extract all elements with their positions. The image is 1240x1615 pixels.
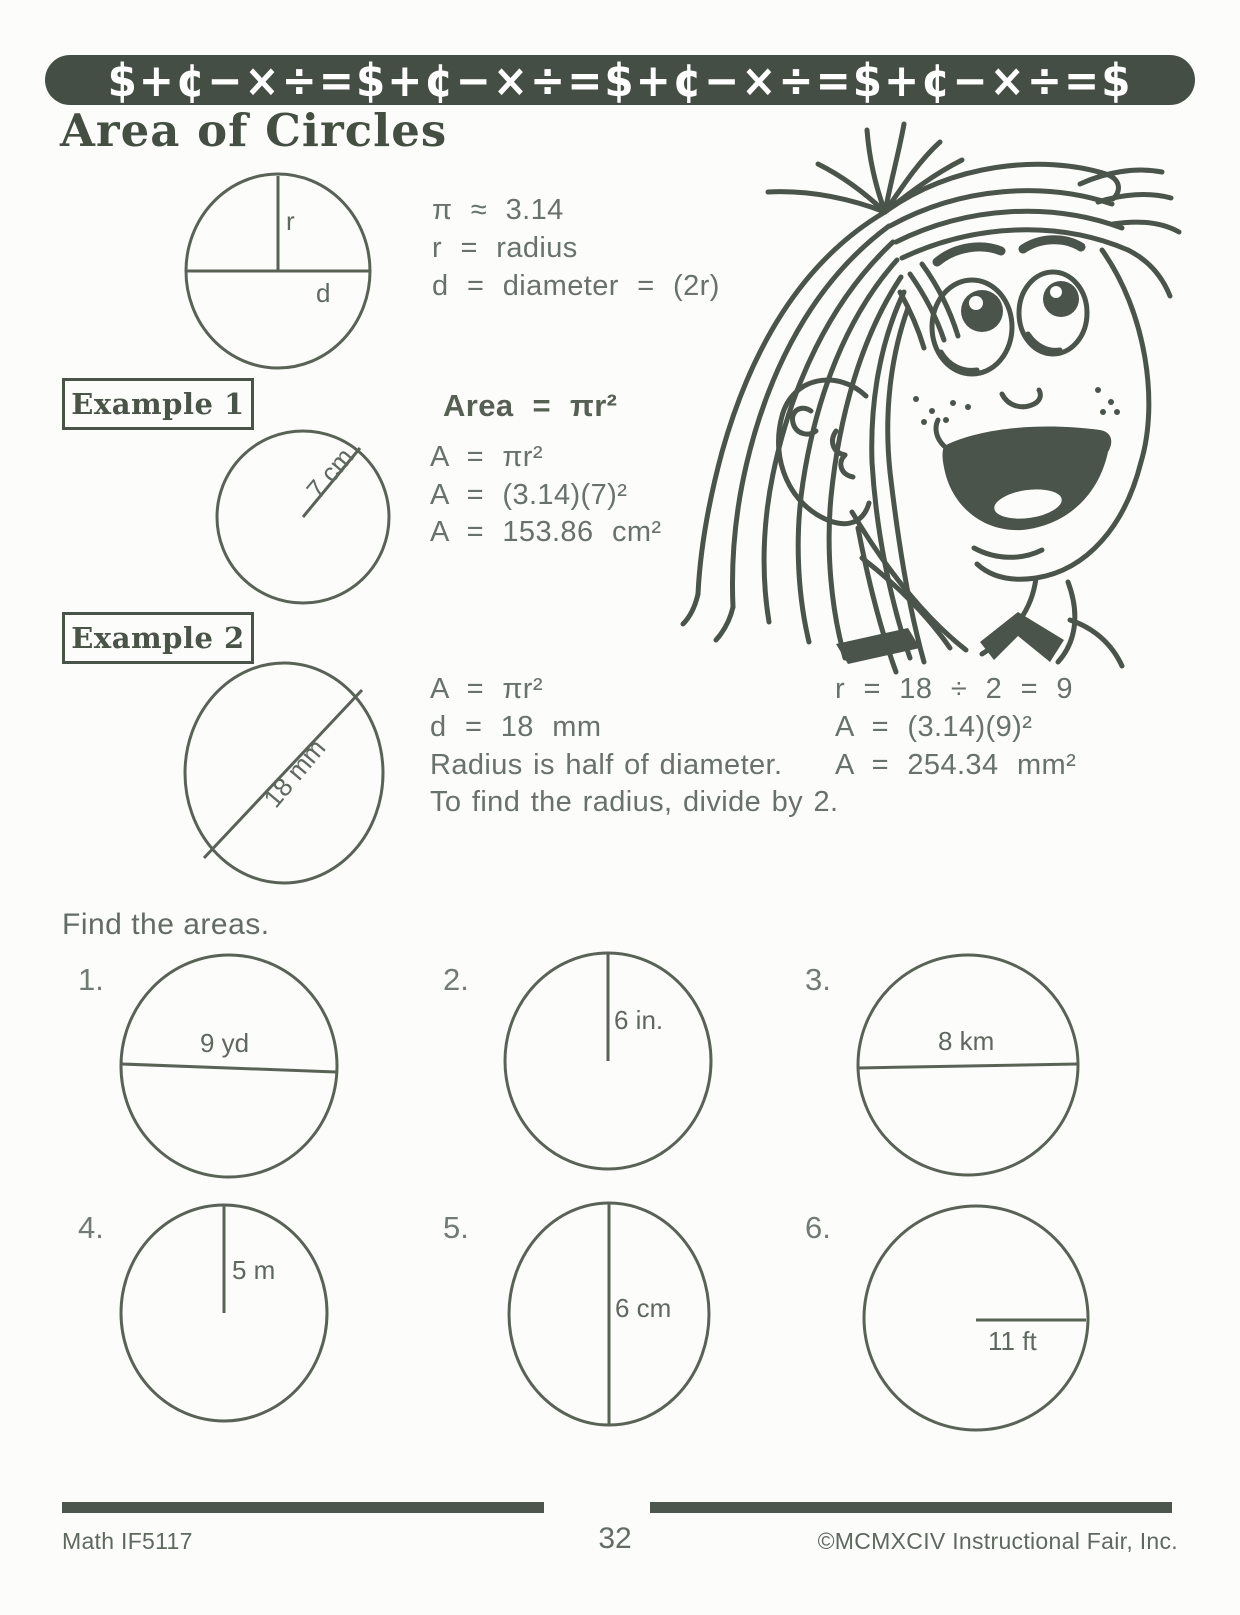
- example1-box-label: Example 1: [71, 387, 245, 421]
- radius-definition: r = radius: [432, 232, 578, 264]
- problem6-circle: [864, 1206, 1088, 1430]
- problem5-number: 5.: [443, 1210, 469, 1245]
- example1-line3: A = 153.86 cm²: [430, 516, 662, 548]
- footer-rule-left: [62, 1502, 544, 1513]
- decorative-symbol-banner: [45, 55, 1195, 105]
- mouth: [936, 420, 1111, 557]
- problem6-circle-figure: [862, 1202, 1090, 1434]
- example1-line1: A = πr²: [430, 441, 543, 473]
- problem3-measure-label: 8 km: [938, 1026, 995, 1056]
- problem6-number: 6.: [805, 1210, 831, 1245]
- problem5-measure-label: 6 cm: [615, 1293, 672, 1323]
- example1-circle-figure: [214, 428, 394, 608]
- diameter-definition: d = diameter = (2r): [432, 270, 720, 302]
- problem4-circle-figure: [118, 1202, 330, 1424]
- problem4-number: 4.: [78, 1210, 104, 1245]
- problem2-circle-figure: [502, 950, 714, 1172]
- example2-right-line2: A = (3.14)(9)²: [835, 711, 1033, 743]
- page-title: Area of Circles: [60, 104, 448, 157]
- instruction-text: Find the areas.: [62, 908, 270, 941]
- example2-box: [62, 612, 254, 664]
- example2-note-line1: Radius is half of diameter.: [430, 749, 783, 781]
- pi-definition: π ≈ 3.14: [432, 194, 564, 226]
- footer-rule-right: [650, 1502, 1172, 1513]
- problem3-circle-figure: [855, 952, 1081, 1178]
- reference-circle-figure: [182, 170, 374, 372]
- hair: [683, 124, 1179, 672]
- problem1-measure-label: 9 yd: [200, 1028, 250, 1058]
- example2-circle-label: 18 mm: [257, 733, 332, 814]
- example1-circle-label: 7 cm: [300, 441, 360, 505]
- cartoon-kid-illustration: [650, 100, 1195, 675]
- banner-symbols: $+¢−×÷=$+¢−×÷=$+¢−×÷=$+¢−×÷=$: [107, 53, 1133, 107]
- problem6-measure-label: 11 ft: [988, 1326, 1037, 1356]
- problem2-measure-label: 6 in.: [614, 1005, 664, 1035]
- problem1-number: 1.: [78, 962, 104, 997]
- footer-book-code: Math IF5117: [62, 1528, 193, 1554]
- page-number: 32: [598, 1522, 632, 1555]
- eyebrows: [937, 240, 1081, 262]
- problem2-number: 2.: [443, 962, 469, 997]
- problem5-circle-figure: [506, 1200, 712, 1428]
- problem3-diameter-line: [858, 1064, 1078, 1068]
- example1-box: [62, 378, 254, 430]
- problem1-circle-figure: [118, 952, 340, 1180]
- example2-left-line1: A = πr²: [430, 673, 543, 705]
- nose: [1002, 390, 1040, 407]
- area-formula-heading: Area = πr²: [443, 388, 618, 423]
- example2-right-line3: A = 254.34 mm²: [835, 749, 1077, 781]
- example1-line2: A = (3.14)(7)²: [430, 479, 628, 511]
- example2-right-line1: r = 18 ÷ 2 = 9: [835, 673, 1073, 705]
- footer-copyright: ©MCMXCIV Instructional Fair, Inc.: [817, 1528, 1178, 1554]
- diameter-letter-label: d: [316, 278, 331, 308]
- problem3-number: 3.: [805, 962, 831, 997]
- radius-letter-label: r: [286, 206, 295, 236]
- example2-left-line2: d = 18 mm: [430, 711, 602, 743]
- example2-box-label: Example 2: [71, 621, 245, 655]
- problem1-diameter-line: [122, 1064, 336, 1072]
- example2-note-line2: To find the radius, divide by 2.: [430, 786, 839, 818]
- problem4-measure-label: 5 m: [232, 1255, 276, 1285]
